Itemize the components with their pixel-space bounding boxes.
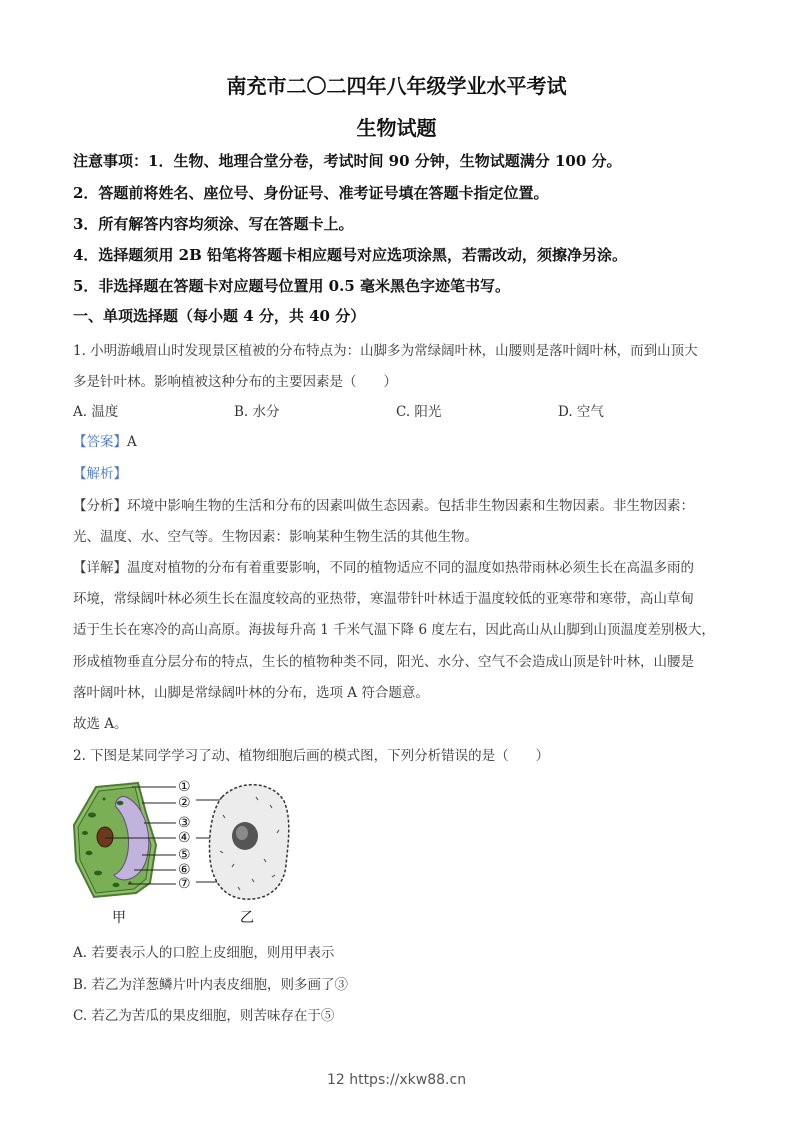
- note-line-1: 注意事项：1．生物、地理合堂分卷，考试时间 90 分钟，生物试题满分 100 分。: [73, 152, 622, 170]
- chloroplast: [94, 871, 102, 876]
- marker-3: ③: [178, 815, 191, 831]
- page-subtitle: 生物试题: [356, 116, 437, 140]
- nucleus-highlight: [236, 826, 248, 840]
- q1-option-d: D. 空气: [558, 404, 604, 420]
- marker-1: ①: [178, 779, 191, 795]
- answer-value: A: [127, 434, 137, 450]
- q1-fenxi-line-1: 【分析】环境中影响生物的生活和分布的因素叫做生态因素。包括非生物因素和生物因素。非生物因素：: [73, 498, 694, 514]
- answer-tag: 【答案】: [73, 434, 127, 450]
- q1-fenxi-line-2: 光、温度、水、空气等。生物因素：影响某种生物生活的其他生物。: [73, 529, 478, 545]
- q1-answer: [73, 430, 137, 450]
- nucleus-plant: [97, 827, 113, 847]
- label-plant-cell: 甲: [112, 910, 126, 926]
- q1-option-b: B. 水分: [234, 404, 280, 420]
- q1-analysis-tag: 【解析】: [73, 466, 127, 482]
- q1-detail-line-5: 落叶阔叶林，山脚是常绿阔叶林的分布，选项 A 符合题意。: [73, 685, 429, 701]
- q2-stem: 2. 下图是某同学学习了动、植物细胞后画的模式图，下列分析错误的是（ ）: [73, 748, 550, 764]
- q1-detail-line-4: 形成植物垂直分层分布的特点，生长的植物种类不同，阳光、水分、空气不会造成山顶是针叶林，山腰是: [73, 654, 694, 670]
- q2-option-a: A. 若要表示人的口腔上皮细胞，则用甲表示: [73, 945, 335, 961]
- q1-option-a: A. 温度: [73, 404, 119, 420]
- chloroplast: [82, 831, 88, 835]
- chloroplast: [103, 798, 106, 801]
- marker-4: ④: [178, 830, 191, 846]
- q1-stem-line-2: 多是针叶林。影响植被这种分布的主要因素是（ ）: [73, 374, 397, 390]
- chloroplast: [113, 883, 120, 887]
- q2-option-c: C. 若乙为苦瓜的果皮细胞，则苦味存在于⑤: [73, 1008, 335, 1024]
- plant-cell: [74, 783, 156, 897]
- marker-7: ⑦: [178, 876, 191, 892]
- chloroplast: [88, 813, 96, 818]
- chloroplast: [86, 851, 93, 855]
- q1-conclusion: 故选 A。: [73, 716, 128, 732]
- note-line-4: 4．选择题须用 2B 铅笔将答题卡相应题号对应选项涂黑，若需改动，须擦净另涂。: [73, 246, 628, 264]
- q1-stem-line-1: 1. 小明游峨眉山时发现景区植被的分布特点为：山脚多为常绿阔叶林，山腰则是落叶阔叶林，而到山顶大: [73, 343, 698, 359]
- q1-detail-line-2: 环境，常绿阔叶林必须生长在温度较高的亚热带，寒温带针叶林适于温度较低的亚寒带和寒带，高山草甸: [73, 591, 694, 607]
- label-animal-cell: 乙: [240, 910, 254, 926]
- q2-option-b: B. 若乙为洋葱鳞片叶内表皮细胞，则多画了③: [73, 977, 349, 993]
- animal-cell: [210, 785, 289, 900]
- q1-detail-line-3: 适于生长在寒冷的高山高原。海拔每升高 1 千米气温下降 6 度左右，因此高山从山脚到山顶温度差别极大，: [73, 622, 715, 638]
- q1-detail-line-1: 【详解】温度对植物的分布有着重要影响，不同的植物适应不同的温度如热带雨林必须生长在高温多雨的: [73, 560, 694, 576]
- page-title: 南充市二〇二四年八年级学业水平考试: [226, 74, 567, 98]
- note-line-5: 5．非选择题在答题卡对应题号位置用 0.5 毫米黑色字迹笔书写。: [73, 277, 510, 295]
- chloroplast: [117, 801, 124, 805]
- note-line-3: 3．所有解答内容均须涂、写在答题卡上。: [73, 215, 354, 233]
- marker-6: ⑥: [178, 862, 191, 878]
- marker-5: ⑤: [178, 847, 191, 863]
- q1-option-c: C. 阳光: [396, 404, 442, 420]
- page-footer: 12 https://xkw88.cn: [326, 1072, 467, 1088]
- marker-2: ②: [178, 795, 191, 811]
- section-heading: 一、单项选择题（每小题 4 分，共 40 分）: [73, 307, 366, 325]
- note-line-2: 2．答题前将姓名、座位号、身份证号、准考证号填在答题卡指定位置。: [73, 184, 549, 202]
